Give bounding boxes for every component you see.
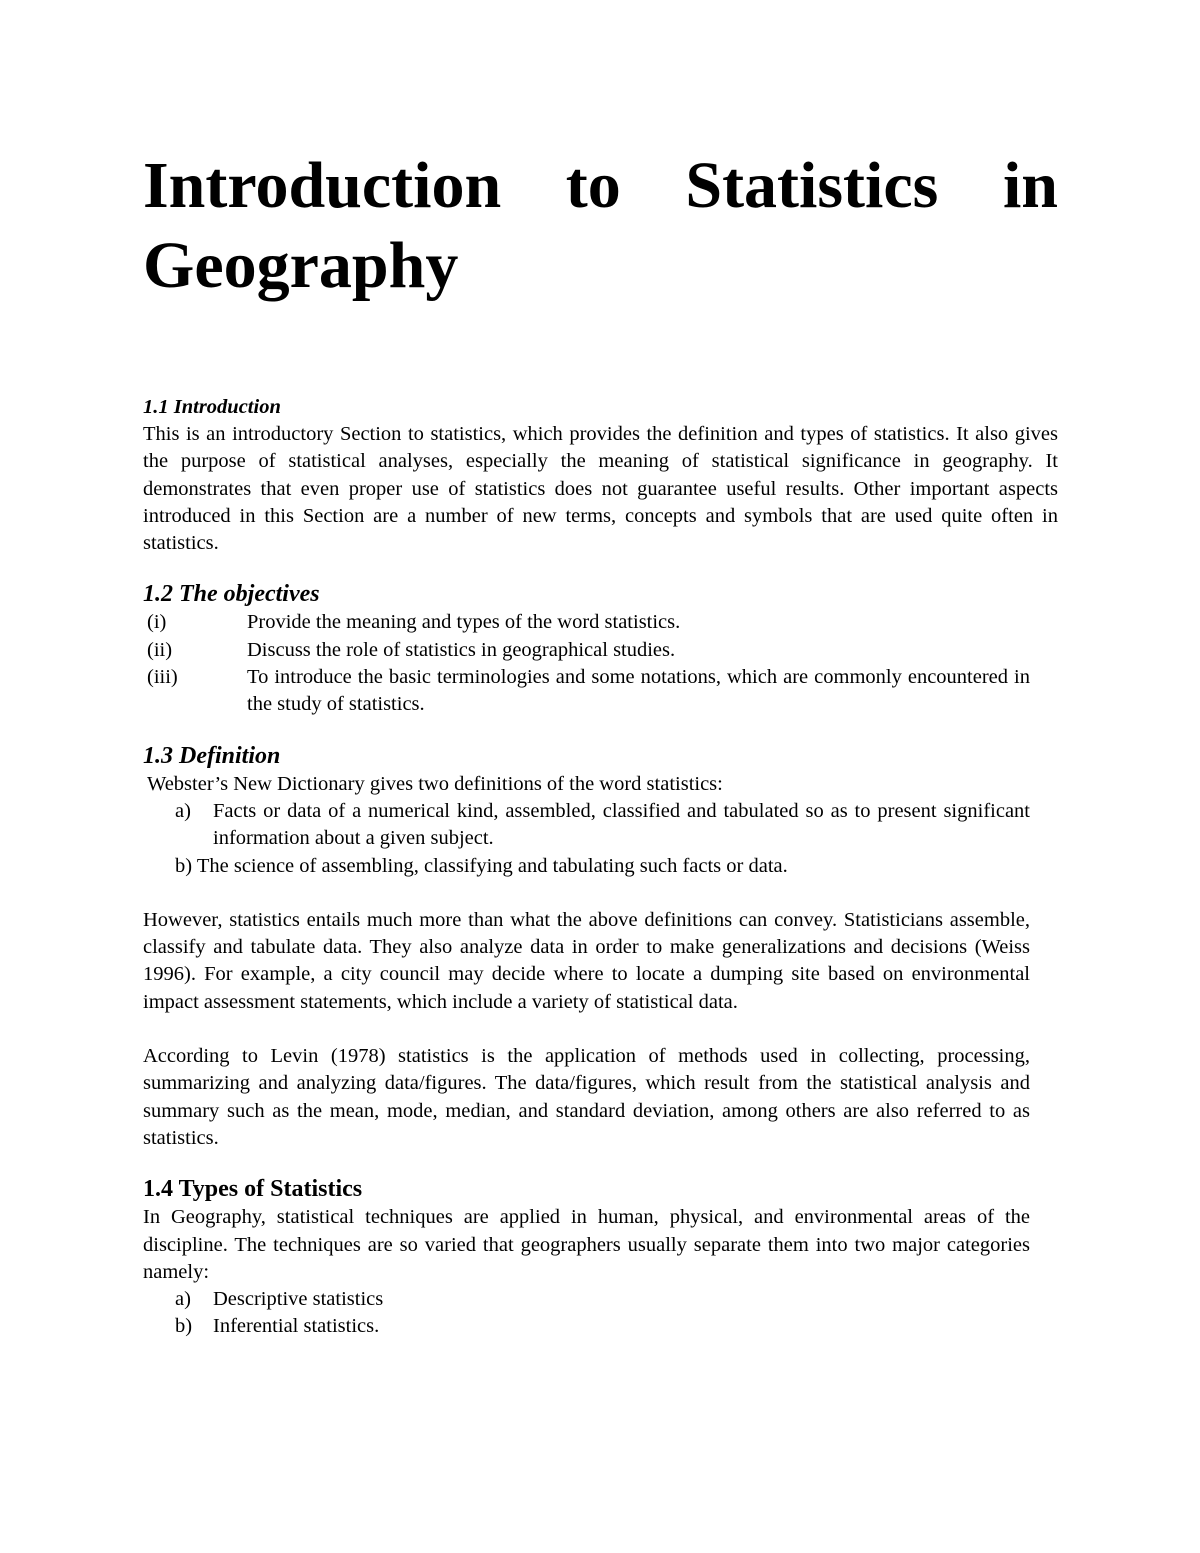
document-content (143, 146, 1058, 1341)
section-objectives (143, 579, 1058, 718)
definition-intro: Webster’s New Dictionary gives two definitions of the word statistics: (147, 772, 723, 795)
list-item-text: Provide the meaning and types of the word statistics. (247, 611, 681, 634)
list-item-text: The science of assembling, classifying and tabulating such facts or data. (196, 854, 788, 877)
definition-paragraph-1: However, statistics entails much more than what the above definitions can convey. Statisticians assemble, classify and tabulate data. They also analyze data in order to make generalizations and decisions (Weiss 1996). For example, a city council may decide where to locate a dumping site based on environmental impact assessment statements, which include a variety of statistical data. (143, 908, 1030, 1013)
section-types (143, 1174, 1058, 1340)
list-marker: a) (175, 799, 191, 822)
section-heading-introduction: 1.1 Introduction (143, 396, 281, 418)
list-marker: (iii) (147, 666, 178, 689)
section-heading-types: 1.4 Types of Statistics (143, 1176, 363, 1203)
introduction-paragraph: This is an introductory Section to statistics, which provides the definition and types of statistics. It also gives the purpose of statistical analyses, especially the meaning of statistical significance in geography. It demonstrates that even proper use of statistics does not guarantee useful results. Other important aspects introduced in this Section are a number of new terms, concepts and symbols that are used quite often in statistics. (143, 423, 1058, 555)
title-spacer (143, 306, 1058, 394)
list-marker: (i) (147, 611, 167, 634)
types-list (143, 1286, 1058, 1341)
list-marker: b) (175, 854, 193, 877)
list-item-text: To introduce the basic terminologies and some notations, which are commonly encountered in the study of statistics. (247, 666, 1030, 716)
list-item (143, 637, 1058, 664)
list-marker: (ii) (147, 638, 173, 661)
definition-list (143, 798, 1058, 880)
list-marker: b) (175, 1315, 193, 1338)
list-item (143, 1313, 1058, 1340)
section-heading-definition: 1.3 Definition (143, 742, 281, 769)
list-item (143, 1286, 1058, 1313)
list-item (143, 853, 1058, 880)
definition-paragraph-2: According to Levin (1978) statistics is the application of methods used in collecting, processing, summarizing and analyzing data/figures. The data/figures, which result from the statistical analysis and summary such as the mean, mode, median, and standard deviation, among others are also referred to as statistics. (143, 1045, 1030, 1149)
types-paragraph: In Geography, statistical techniques are applied in human, physical, and environmental areas of the discipline. The techniques are so varied that geographers usually separate them into two major categories namely: (143, 1206, 1030, 1283)
list-item (143, 609, 1058, 636)
section-heading-objectives: 1.2 The objectives (143, 581, 320, 608)
section-definition (143, 741, 1058, 1153)
list-item-text: Descriptive statistics (213, 1288, 384, 1311)
list-item-text: Facts or data of a numerical kind, assembled, classified and tabulated so as to present significant information about a given subject. (213, 799, 1030, 850)
section-introduction (143, 394, 1058, 557)
list-item (143, 798, 1058, 853)
objectives-list (143, 609, 1058, 718)
list-marker: a) (175, 1288, 191, 1311)
document-title: Introduction to Statistics in Geography (143, 149, 1058, 302)
list-item-text: Discuss the role of statistics in geographical studies. (247, 638, 676, 661)
list-item-text: Inferential statistics. (213, 1315, 380, 1338)
list-item (143, 664, 1058, 719)
